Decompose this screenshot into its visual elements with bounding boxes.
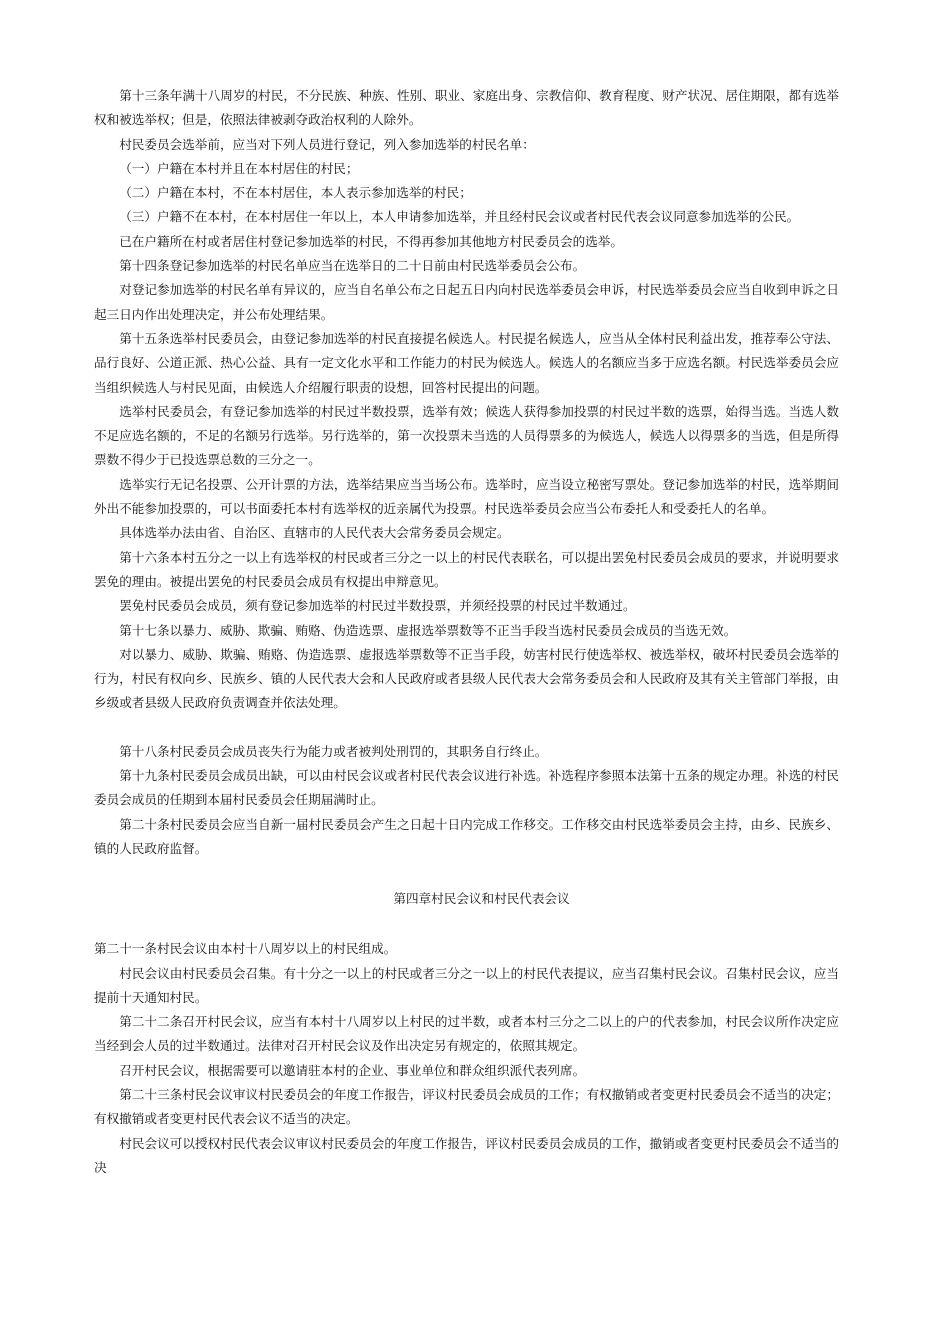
paragraph-art17: 第十七条以暴力、威胁、欺骗、贿赂、伪造选票、虚报选举票数等不正当手段当选村民委员会成员的当选无效。 (119, 622, 737, 638)
paragraph-art16: 第十六条本村五分之一以上有选举权的村民或者三分之一以上的村民代表联名，可以提出罢免村民委员会成员的要求，并说明要求罢免的理由。被提出罢免的村民委员会成员有权提出申辩意见。 (94, 549, 839, 589)
paragraph-art13: 第十三条年满十八周岁的村民，不分民族、种族、性别、职业、家庭出身、宗教信仰、教育程度、财产状况、居住期限，都有选举权和被选举权；但是，依照法律被剥夺政治权利的人除外。 (94, 88, 839, 128)
paragraph-art23: 第二十三条村民会议审议村民委员会的年度工作报告，评议村民委员会成员的工作；有权撤销或者变更村民委员会不适当的决定；有权撤销或者变更村民代表会议不适当的决定。 (94, 1086, 839, 1127)
spacer (94, 716, 839, 740)
paragraph-report-misconduct: 对以暴力、威胁、欺骗、贿赂、伪造选票、虚报选举票数等不正当手段，妨害村民行使选举权、被选举权，破坏村民委员会选举的行为，村民有权向乡、民族乡、镇的人民代表大会和人民政府或者县级人民代表大会常务委员会和人民政府及其有关主管部门举报，由乡级或者县级人民政府负责调查并依法处理。 (94, 646, 839, 711)
paragraph-objection: 对登记参加选举的村民名单有异议的，应当自名单公布之日起五日内向村民选举委员会申诉，村民选举委员会应当自收到申诉之日起三日内作出处理决定，并公布处理结果。 (94, 282, 839, 322)
paragraph-art18: 第十八条村民委员会成员丧失行为能力或者被判处刑罚的，其职务自行终止。 (119, 743, 548, 759)
paragraph-convene-meeting: 村民会议由村民委员会召集。有十分之一以上的村民或者三分之一以上的村民代表提议，应当召集村民会议。召集村民会议，应当提前十天通知村民。 (94, 965, 839, 1005)
paragraph-recall-vote: 罢免村民委员会成员，须有登记参加选举的村民过半数投票，并须经投票的村民过半数通过。 (119, 598, 636, 614)
paragraph-election-validity: 选举村民委员会，有登记参加选举的村民过半数投票，选举有效；候选人获得参加投票的村民过半数的选票，始得当选。当选人数不足应选名额的，不足的名额另行选举。另行选举的，第一次投票未当选的人员得票多的为候选人，候选人以得票多的当选，但是所得票数不得少于已投选票总数的三分之一。 (94, 403, 839, 468)
paragraph-art19: 第十九条村民委员会成员出缺，可以由村民会议或者村民代表会议进行补选。补选程序参照本法第十五条的规定办理。补选的村民委员会成员的任期到本届村民委员会任期届满时止。 (94, 768, 839, 808)
paragraph-art15: 第十五条选举村民委员会，由登记参加选举的村民直接提名候选人。村民提名候选人，应当从全体村民利益出发，推荐奉公守法、品行良好、公道正派、热心公益、具有一定文化水平和工作能力的村民为候选人。候选人的名额应当多于应选名额。村民选举委员会应当组织候选人与村民见面，由候选人介绍履行职责的设想，回答村民提出的问题。 (94, 330, 839, 395)
paragraph-item-3: （三）户籍不在本村，在本村居住一年以上，本人申请参加选举，并且经村民会议或者村民代表会议同意参加选举的公民。 (119, 209, 800, 225)
paragraph-art22: 第二十二条召开村民会议，应当有本村十八周岁以上村民的过半数，或者本村三分之二以上的户的代表参加，村民会议所作决定应当经到会人员的过半数通过。法律对召开村民会议及作出决定另有规定的，依照其规定。 (94, 1014, 839, 1054)
spacer (94, 911, 839, 937)
paragraph-secret-ballot: 选举实行无记名投票、公开计票的方法，选举结果应当当场公布。选举时，应当设立秘密写票处。登记参加选举的村民，选举期间外出不能参加投票的，可以书面委托本村有选举权的近亲属代为投票。村民选举委员会应当公布委托人和受委托人的名单。 (94, 476, 839, 517)
spacer (94, 861, 839, 887)
chapter-title: 第四章村民会议和村民代表会议 (393, 891, 570, 907)
paragraph-authorize-representatives: 村民会议可以授权村民代表会议审议村民委员会的年度工作报告，评议村民委员会成员的工作，撤销或者变更村民委员会不适当的决 (94, 1135, 839, 1175)
paragraph-art14: 第十四条登记参加选举的村民名单应当在选举日的二十日前由村民选举委员会公布。 (119, 258, 586, 274)
paragraph-art21: 第二十一条村民会议由本村十八周岁以上的村民组成。 (94, 941, 397, 957)
document-page (94, 84, 839, 1180)
paragraph-no-duplicate-registration: 已在户籍所在村或者居住村登记参加选举的村民，不得再参加其他地方村民委员会的选举。 (119, 233, 623, 249)
paragraph-item-1: （一）户籍在本村并且在本村居住的村民； (119, 160, 359, 176)
paragraph-election-rules: 具体选举办法由省、自治区、直辖市的人民代表大会常务委员会规定。 (119, 525, 510, 541)
paragraph-registration-intro: 村民委员会选举前，应当对下列人员进行登记，列入参加选举的村民名单： (119, 136, 535, 152)
paragraph-invite-observers: 召开村民会议，根据需要可以邀请驻本村的企业、事业单位和群众组织派代表列席。 (119, 1062, 586, 1078)
paragraph-item-2: （二）户籍在本村，不在本村居住，本人表示参加选举的村民； (119, 185, 472, 201)
paragraph-art20: 第二十条村民委员会应当自新一届村民委员会产生之日起十日内完成工作移交。工作移交由村民选举委员会主持，由乡、民族乡、镇的人民政府监督。 (94, 816, 839, 856)
